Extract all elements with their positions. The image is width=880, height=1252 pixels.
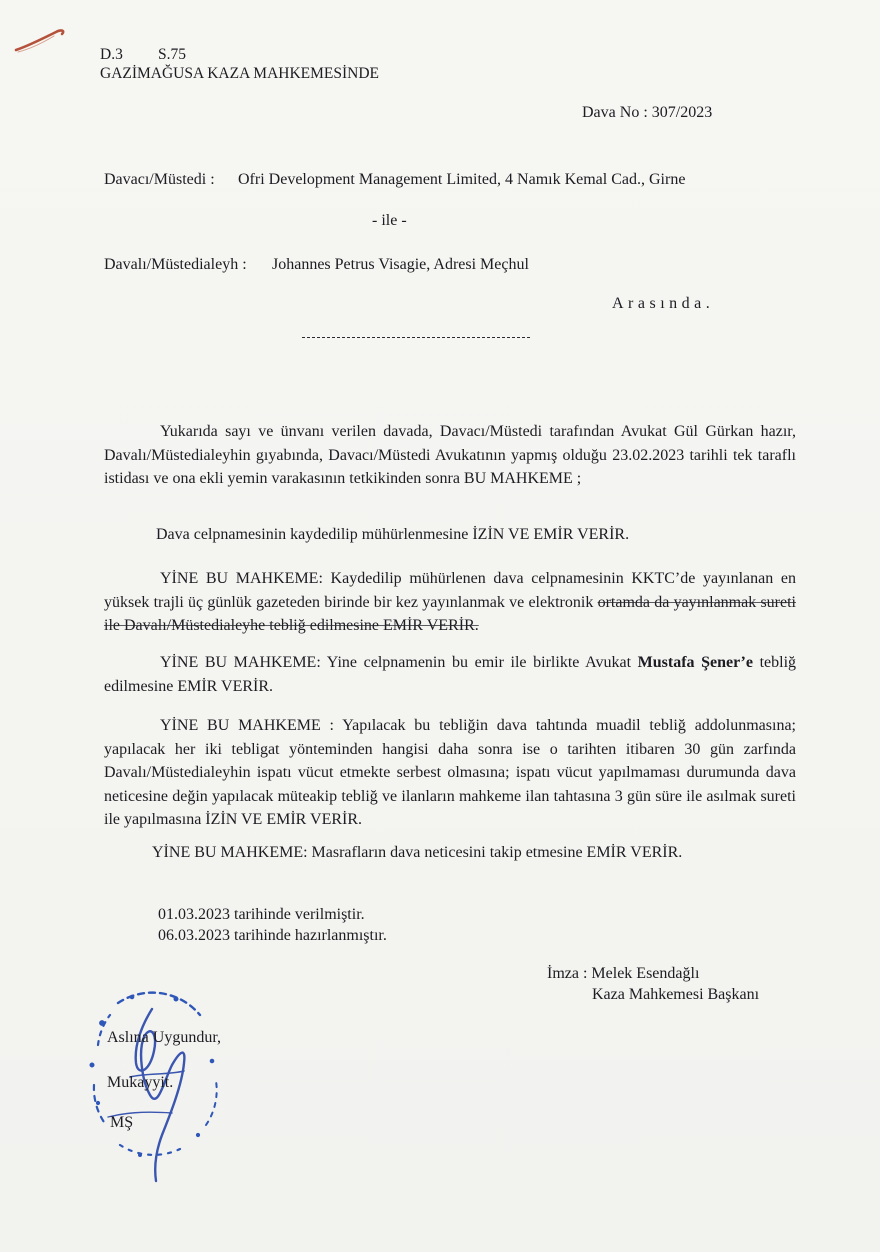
- form-code-s: S.75: [158, 46, 186, 63]
- paragraph-costs-order: YİNE BU MAHKEME: Masrafların dava neticesini takip etmesine EMİR VERİR.: [152, 844, 683, 861]
- between-text: Arasında.: [612, 295, 715, 312]
- lawyer-name: Mustafa Şener’e: [637, 654, 753, 671]
- court-name: GAZİMAĞUSA KAZA MAHKEMESİNDE: [100, 65, 379, 82]
- date-given: 01.03.2023 tarihinde verilmiştir.: [158, 906, 365, 923]
- lawyer-notice-tail: tebliğ edilmesine EMİR VERİR.: [104, 654, 797, 695]
- stamp-initials: MŞ: [110, 1114, 134, 1131]
- publication-order-text: YİNE BU MAHKEME: Kaydedilip mühürlenen dava celpnamesinin KKTC’de yayınlanan en yüksek trajli üç günlük gazeteden birinde bir kez yayınlanmak ve elektronik: [104, 570, 796, 611]
- date-prepared: 06.03.2023 tarihinde hazırlanmıştır.: [158, 927, 387, 944]
- stamp-registrar-text: Mukayyit.: [107, 1074, 174, 1091]
- plaintiff-label: Davacı/Müstedi :: [104, 171, 215, 188]
- paragraph-lawyer-notice: [104, 651, 796, 698]
- signature-title: Kaza Mahkemesi Başkanı: [592, 986, 760, 1003]
- paragraph-notice-terms: YİNE BU MAHKEME : Yapılacak bu tebliğin dava tahtında muadil tebliğ addolunmasına; yapılacak her iki tebligat yönteminden hangisi daha sonra ise o tarihten itibaren 30 gün zarfında Davalı/Müstedialeyhin ispatı vücut etmekte serbest olmasına; ispatı vücut yapılmaması durumunda dava neticesine değin yapılacak müteakip tebliğ ve ilanların mahkeme ilan tahtasına 3 gün süre ile asılmak sureti ile yapılmasına İZİN VE EMİR VERİR.: [104, 717, 796, 829]
- party-connector: - ile -: [372, 212, 407, 229]
- publication-order-struck-text: ortamda da yayınlanmak sureti ile Davalı/Müstedialeyhe tebliğ edilmesine EMİR VERİR.: [104, 593, 797, 635]
- defendant-value: Johannes Petrus Visagie, Adresi Meçhul: [272, 256, 529, 273]
- lawyer-notice-text: YİNE BU MAHKEME: Yine celpnamenin bu emir ile birlikte Avukat: [160, 654, 632, 671]
- form-code-d: D.3: [100, 46, 123, 63]
- defendant-label: Davalı/Müstedialeyh :: [104, 256, 247, 273]
- stamp-certified-text: Aslına Uygundur,: [107, 1029, 222, 1046]
- hook-mark-icon: [10, 22, 70, 62]
- paragraph-publication-order: [104, 567, 796, 638]
- section-divider: [302, 337, 530, 338]
- paragraph-seal-order: Dava celpnamesinin kaydedilip mühürlenmesine İZİN VE EMİR VERİR.: [156, 526, 630, 543]
- signature-name: İmza : Melek Esendağlı: [547, 965, 700, 982]
- case-number: Dava No : 307/2023: [582, 104, 713, 121]
- paragraph-intro: Yukarıda sayı ve ünvanı verilen davada, Davacı/Müstedi tarafından Avukat Gül Gürkan hazır, Davalı/Müstedialeyhin gıyabında, Davacı/Müstedi Avukatının yapmış olduğu 23.02.2023 tarihli tek taraflı istidası ve ona ekli yemin varakasının tetkikinden sonra BU MAHKEME ;: [104, 423, 796, 488]
- plaintiff-value: Ofri Development Management Limited, 4 Namık Kemal Cad., Girne: [238, 171, 686, 188]
